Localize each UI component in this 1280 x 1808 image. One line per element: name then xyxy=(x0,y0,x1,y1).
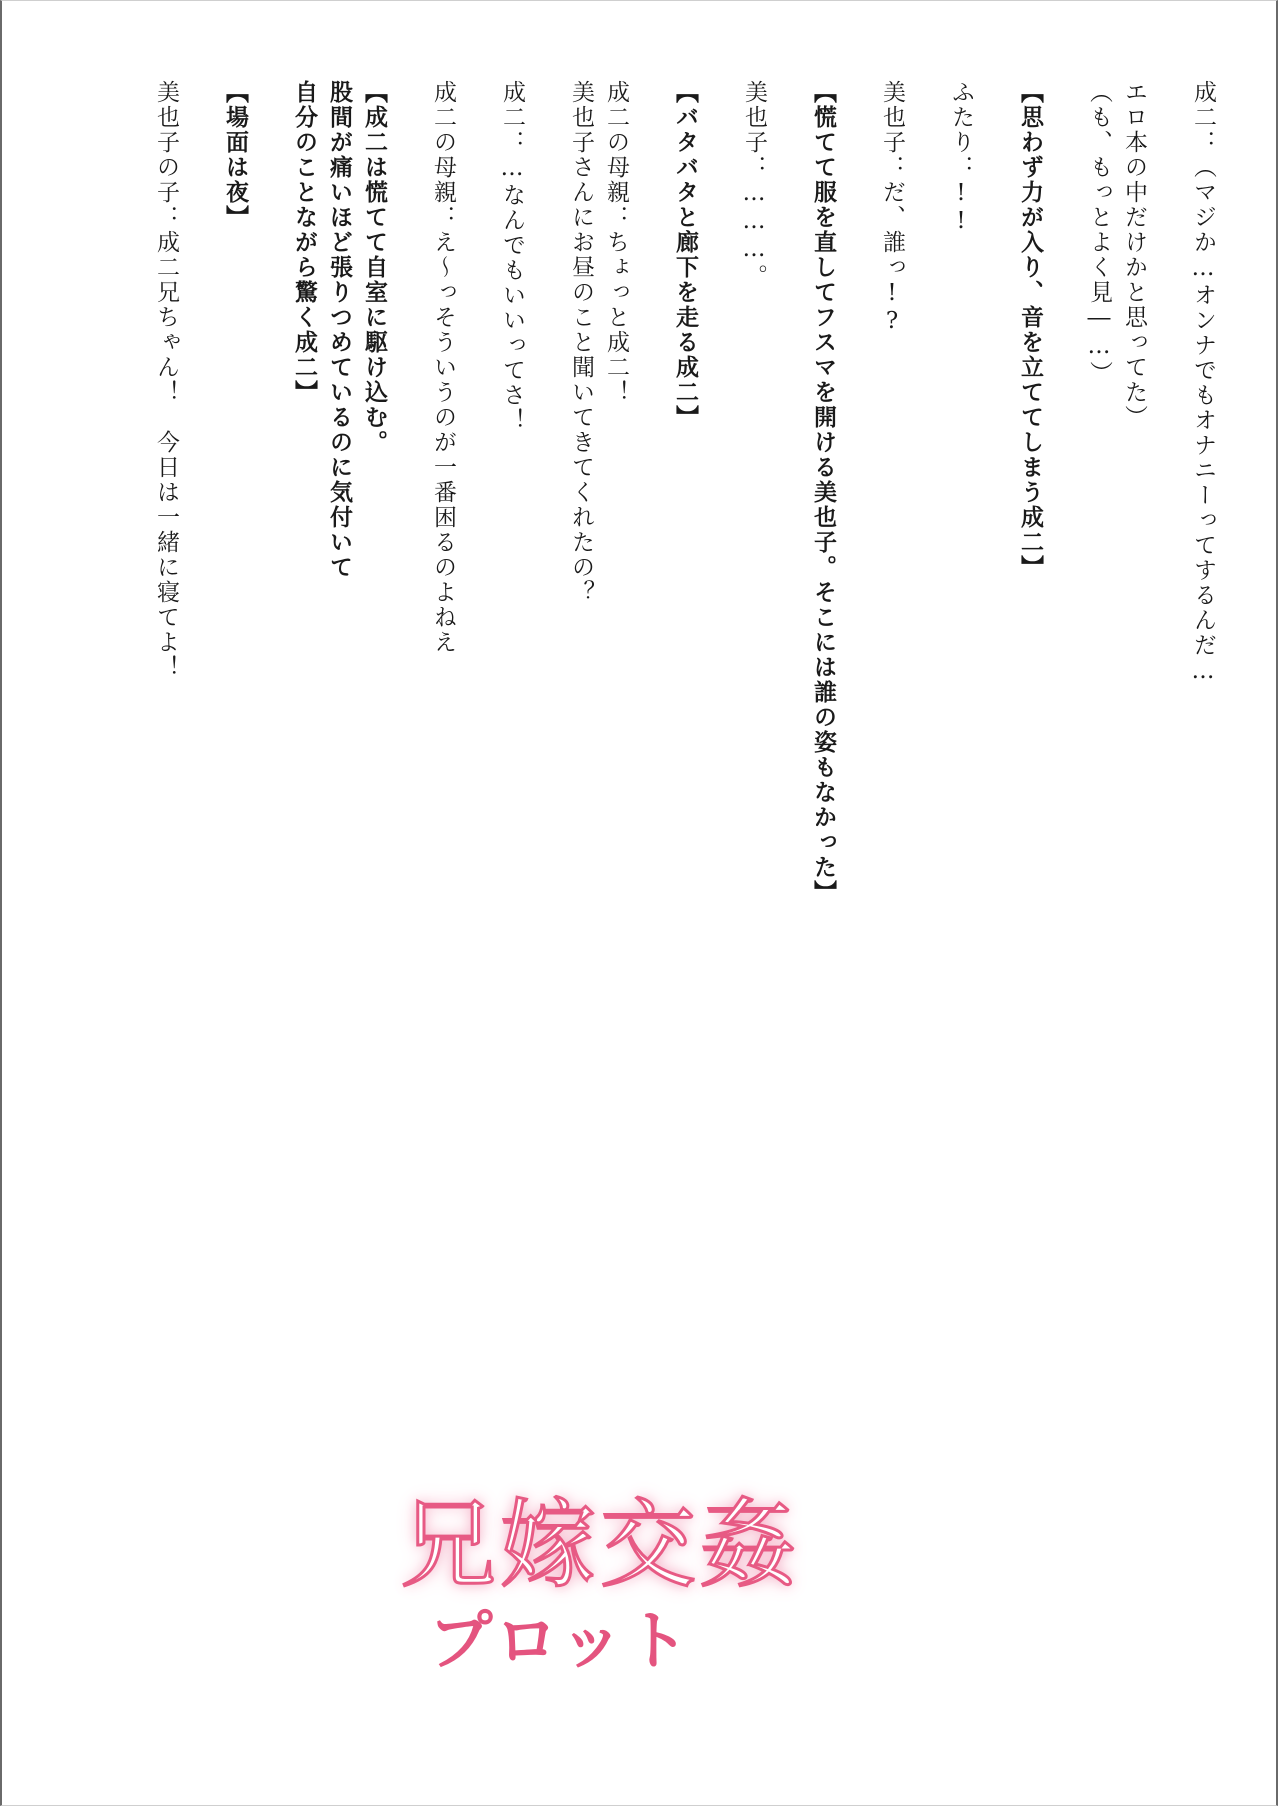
stage-direction: 【バタバタと廊下を走る成二】 xyxy=(672,80,698,430)
script-line: 美也子：………。 xyxy=(741,80,767,289)
script-line: 美也子：だ、誰っ!? xyxy=(879,80,905,336)
title-logo xyxy=(0,1490,1280,1682)
script-line: ふたり：!! xyxy=(948,80,974,236)
script-text xyxy=(120,80,1220,980)
script-line: 成二：（マジか…オンナでもオナニーってするんだ… xyxy=(1190,80,1216,686)
logo-subtitle: プロット xyxy=(428,1605,692,1679)
script-line: エロ本の中だけかと思ってた） xyxy=(1121,80,1147,430)
script-line: 美也子さんにお昼のこと聞いてきてくれたの？ xyxy=(568,80,594,605)
script-line: （も、もっとよく見―…） xyxy=(1086,80,1112,386)
logo-title: 兄嫁交姦 xyxy=(400,1489,800,1601)
script-line: 成二の母親：ちょっと成二！ xyxy=(603,80,629,405)
stage-direction: 股間が痛いほど張りつめているのに気付いて xyxy=(326,80,352,580)
stage-direction: 【思わず力が入り、音を立ててしまう成二】 xyxy=(1017,80,1043,580)
stage-direction: 【慌てて服を直してフスマを開ける美也子。そこには誰の姿もなかった】 xyxy=(810,80,836,905)
script-line: 美也子の子：成二兄ちゃん！ 今日は一緒に寝てよ！ xyxy=(153,80,179,680)
script-line: 成二：…なんでもいいってさ！ xyxy=(499,80,525,433)
stage-direction: 【場面は夜】 xyxy=(222,80,248,230)
script-line: 成二の母親：え～っそういうのが一番困るのよねえ xyxy=(430,80,456,655)
stage-direction: 自分のことながら驚く成二】 xyxy=(291,80,317,405)
stage-direction: 【成二は慌てて自室に駆け込む。 xyxy=(361,80,387,455)
